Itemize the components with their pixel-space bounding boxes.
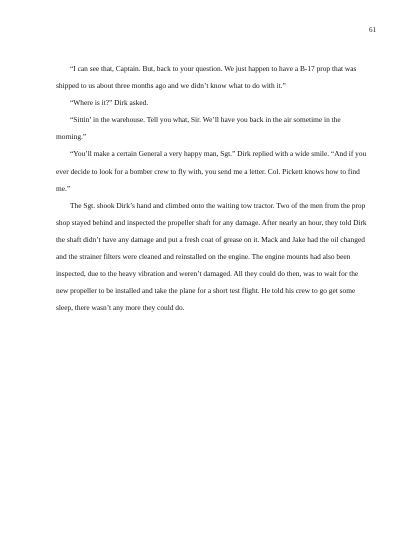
body-text (56, 60, 367, 316)
paragraph: “You’ll make a certain General a very happy man, Sgt.” Dirk replied with a wide smile. “And if you ever decide to look for a bomber crew to fly with, you send me a letter. Col. Pickett knows how to find me.” (56, 149, 367, 193)
page-number: 61 (369, 26, 376, 34)
paragraph: “Where is it?” Dirk asked. (70, 98, 149, 108)
paragraph: The Sgt. shook Dirk’s hand and climbed onto the waiting tow tractor. Two of the men from the prop shop stayed behind and inspected the propeller shaft for any damage. After nearly an hour, they told Dirk the shaft didn’t have any damage and put a fresh coat of grease on it. Mack and Jake had the oil changed and the strainer filters were cleaned and reinstalled on the engine. The engine mounts had also been inspected, due to the heavy vibration and weren’t damaged. All they could do then, was to wait for the new propeller to be installed and take the plane for a short test flight. He told his crew to go get some sleep, there wasn’t any more they could do. (56, 200, 367, 313)
paragraph: “I can see that, Captain. But, back to your question. We just happen to have a B-17 prop that was shipped to us about three months ago and we didn’t know what to do with it.” (56, 64, 357, 91)
paragraph: “Sittin’ in the warehouse. Tell you what, Sir. We’ll have you back in the air sometime in the morning.” (56, 115, 341, 142)
